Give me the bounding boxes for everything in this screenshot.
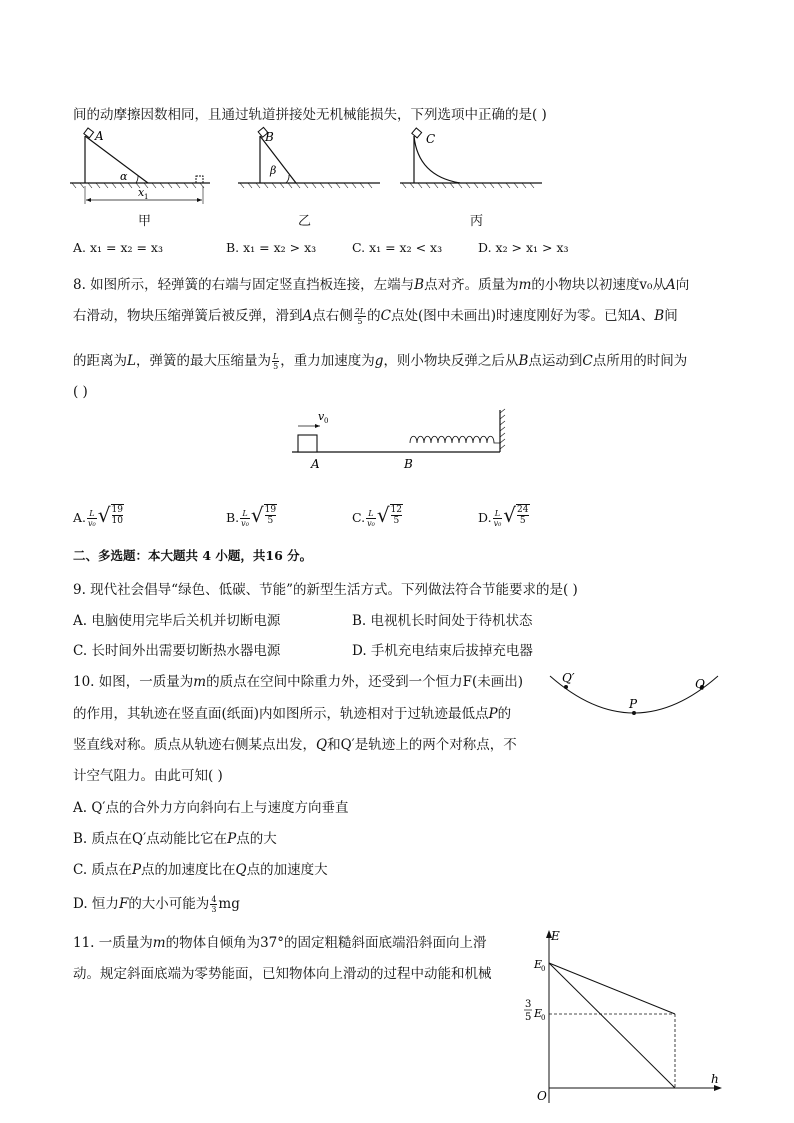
label-e0-b-sub: 0 bbox=[541, 1014, 546, 1022]
q10-stem-line2: 的作用，其轨迹在竖直面(纸面)内如图所示，轨迹相对于过轨迹最低点P的 bbox=[73, 706, 512, 722]
label-p: P bbox=[629, 697, 638, 711]
q8-stem-line3: 的距离为L，弹簧的最大压缩量为 $\frac{L}{5}$ ，重力加速度为g，则小物块反弹之后从B点运动到C点所用的时间为 bbox=[73, 352, 688, 371]
caption-jia: 甲 bbox=[138, 214, 152, 229]
label-v0-sub: 0 bbox=[324, 417, 329, 425]
block bbox=[298, 435, 317, 452]
label-a: A bbox=[95, 129, 104, 143]
angle-arc bbox=[136, 176, 138, 183]
label-frac-d: 5 bbox=[525, 1012, 532, 1023]
q10-stem-line4: 计空气阻力。由此可知( ) bbox=[73, 768, 223, 784]
label-b: B bbox=[404, 457, 413, 471]
caption-yi: 乙 bbox=[298, 214, 312, 229]
label-beta: β bbox=[270, 164, 277, 177]
q11-graph bbox=[525, 928, 725, 1108]
q9-stem: 9. 现代社会倡导“绿色、低碳、节能”的新型生活方式。下列做法符合节能要求的是( ) bbox=[73, 582, 578, 598]
label-a: A bbox=[311, 457, 320, 471]
q7-option-d[interactable]: D. x₂ > x₁ > x₃ bbox=[478, 240, 569, 255]
label-b: B bbox=[265, 130, 274, 144]
section-title-multiple-choice: 二、多选题：本大题共 4 小题，共16 分。 bbox=[73, 548, 313, 563]
q7-option-c[interactable]: C. x₁ = x₂ < x₃ bbox=[352, 240, 443, 255]
q7-option-a[interactable]: A. x₁ = x₂ = x₃ bbox=[73, 240, 163, 255]
q10-option-c[interactable]: C. 质点在P点的加速度比在Q点的加速度大 bbox=[73, 862, 328, 878]
q9-option-c[interactable]: C. 长时间外出需要切断热水器电源 bbox=[73, 643, 281, 659]
point-qp bbox=[564, 685, 568, 689]
q8-figure bbox=[288, 405, 513, 475]
label-x1-sub: 1 bbox=[144, 193, 149, 201]
label-h: h bbox=[711, 1072, 719, 1086]
label-o: O bbox=[537, 1089, 547, 1103]
q9-option-d[interactable]: D. 手机充电结束后拔掉充电器 bbox=[352, 643, 533, 659]
label-qp: Q′ bbox=[562, 671, 575, 685]
label-q: Q bbox=[695, 677, 705, 691]
q8-option-d[interactable]: D. $\frac{L}{\text{v₀}}$ √ 24 5 bbox=[478, 503, 529, 528]
label-v0: v bbox=[318, 410, 325, 423]
line-kinetic-energy bbox=[549, 963, 675, 1088]
q10-option-b[interactable]: B. 质点在Q′点动能比它在P点的大 bbox=[73, 831, 277, 847]
q8-answer-bracket: ( ) bbox=[73, 384, 88, 400]
q7-figure-jia bbox=[70, 128, 220, 223]
caption-bing: 丙 bbox=[470, 214, 484, 229]
q8-option-b[interactable]: B. $\frac{L}{\text{v₀}}$ √ 19 5 bbox=[226, 503, 277, 528]
q8-stem-line2: 右滑动，物块压缩弹簧后被反弹，滑到A点右侧 $\frac{2L}{5}$ 的C点处(图中未画出)时速度刚好为零。已知A、B间 bbox=[73, 307, 678, 326]
label-e: E bbox=[551, 929, 560, 943]
spring bbox=[410, 436, 500, 443]
line-mechanical-energy bbox=[549, 963, 675, 1014]
q10-figure bbox=[545, 668, 725, 728]
q7-figure-bing bbox=[400, 128, 545, 193]
label-e0-b: E bbox=[534, 1007, 543, 1020]
q10-option-a[interactable]: A. Q′点的合外力方向斜向右上与速度方向垂直 bbox=[73, 800, 349, 816]
q10-stem-line3: 竖直线对称。质点从轨迹右侧某点出发，Q和Q′是轨迹上的两个对称点，不 bbox=[73, 737, 517, 753]
q7-figure-yi bbox=[238, 128, 383, 193]
label-c: C bbox=[426, 132, 436, 146]
end-block bbox=[196, 176, 203, 183]
q8-stem-line1: 8. 如图所示，轻弹簧的右端与固定竖直挡板连接，左端与B点对齐。质量为m的小物块以初速度v₀从A向 bbox=[73, 277, 690, 293]
label-e0-sub: 0 bbox=[541, 965, 546, 973]
label-x1: x bbox=[138, 186, 145, 199]
q10-stem-line1: 10. 如图，一质量为m的质点在空间中除重力外，还受到一个恒力F(未画出) bbox=[73, 674, 523, 690]
curved-track bbox=[414, 136, 460, 183]
q11-stem-line2: 动。规定斜面底端为零势能面，已知物体向上滑动的过程中动能和机械 bbox=[73, 966, 492, 982]
label-alpha: α bbox=[120, 170, 128, 183]
point-p bbox=[632, 711, 636, 715]
q10-option-d[interactable]: D. 恒力F的大小可能为 $\frac{4}{3}$ mg bbox=[73, 895, 240, 914]
q11-stem-line1: 11. 一质量为m的物体自倾角为37°的固定粗糙斜面底端沿斜面向上滑 bbox=[73, 935, 487, 951]
label-frac-n: 3 bbox=[525, 999, 532, 1010]
q8-option-a[interactable]: A. $\frac{L}{\text{v₀}}$ √ 19 10 bbox=[73, 503, 123, 528]
q7-stem: 间的动摩擦因数相同，且通过轨道拼接处无机械能损失，下列选项中正确的是( ) bbox=[73, 107, 547, 123]
q9-option-a[interactable]: A. 电脑使用完毕后关机并切断电源 bbox=[73, 613, 281, 629]
block-c bbox=[412, 128, 422, 138]
q9-option-b[interactable]: B. 电视机长时间处于待机状态 bbox=[352, 613, 533, 629]
label-e0: E bbox=[534, 958, 543, 971]
q7-option-b[interactable]: B. x₁ = x₂ > x₃ bbox=[226, 240, 317, 255]
incline-slope bbox=[85, 136, 148, 183]
q8-option-c[interactable]: C. $\frac{L}{\text{v₀}}$ √ 12 5 bbox=[352, 503, 403, 528]
